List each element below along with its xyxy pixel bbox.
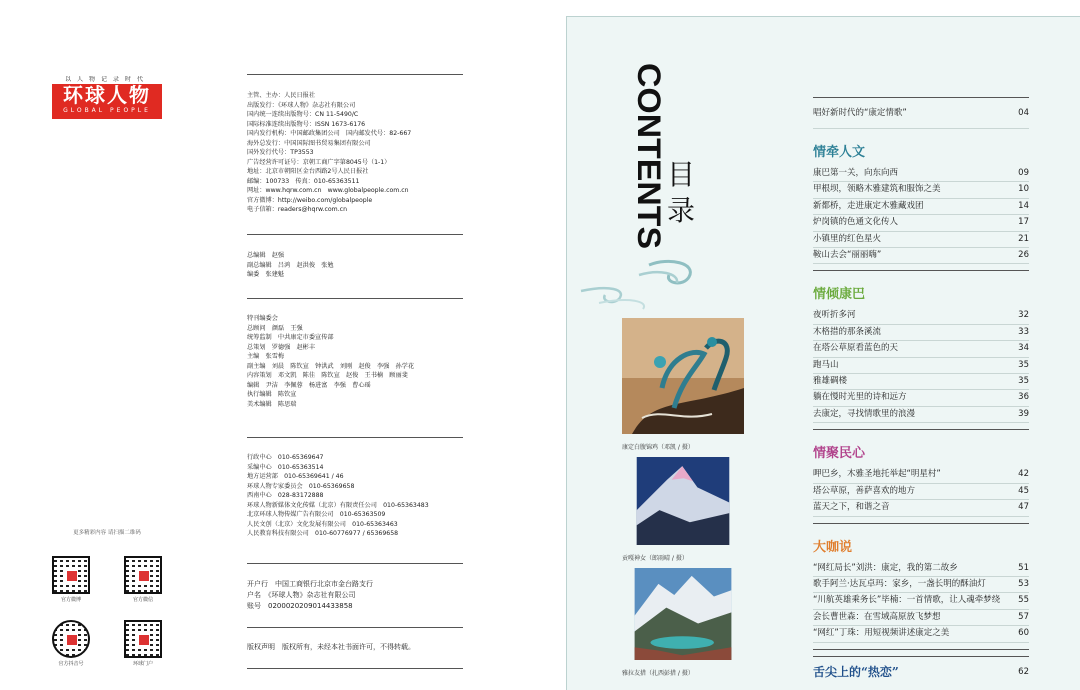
info-line: 国际标准连续出版物号：ISSN 1673-6176 xyxy=(247,120,366,128)
wechat-qr-code[interactable]: 官方微信 xyxy=(124,556,162,603)
toc-row[interactable] xyxy=(813,182,1029,198)
info-line: 主管、主办：人民日报社 xyxy=(247,92,316,99)
copyright-notice: 版权声明 版权所有，未经本社书面许可，不得转载。 xyxy=(247,643,415,651)
toc-row[interactable] xyxy=(813,374,1029,390)
info-line: 户名 《环球人物》杂志社有限公司 xyxy=(247,591,356,599)
photo-caption: 贡嘎神女（郎雨晴 / 摄） xyxy=(622,555,688,562)
info-line: 副总编辑 吕鸿 赵洪俊 张勉 xyxy=(247,261,334,269)
toc-row[interactable] xyxy=(813,341,1029,357)
info-line: 行政中心 010-65369647 xyxy=(247,454,324,461)
toc-section-title: 情聚民心 xyxy=(813,446,866,462)
divider xyxy=(247,668,463,669)
contents-title xyxy=(630,63,670,253)
toc-row-title: 跑马山 xyxy=(813,359,839,370)
photo-yala-lake xyxy=(622,568,744,677)
photo-mountain-image xyxy=(622,457,744,545)
toc-row-page: 51 xyxy=(1018,562,1029,573)
toc-row-title: 新都桥，走进康定木雅藏戏团 xyxy=(813,200,924,211)
toc-row[interactable] xyxy=(813,561,1029,577)
qr-note: 更多精彩内容 请扫描二维码 xyxy=(73,530,141,536)
info-line: 总策划 罗德强 赵彬丰 xyxy=(247,343,316,351)
info-line: 环球人物专家委员会 010-65369658 xyxy=(247,482,355,490)
cloud-swirl-ornament xyxy=(579,255,709,315)
toc-row[interactable] xyxy=(813,215,1029,231)
toc-row-title: “网红”丁珠：用短视频讲述康定之美 xyxy=(813,628,950,639)
toc-row[interactable] xyxy=(813,484,1029,500)
info-line: 环球人物新媒体文化传媒（北京）有限责任公司 010-65363483 xyxy=(247,501,429,509)
douyin-qr-code[interactable]: 官方抖音号 xyxy=(52,620,90,667)
toc-row-title: 甲根坝，领略木雅建筑和服饰之美 xyxy=(813,184,941,195)
info-line: 主编 张雪梅 xyxy=(247,353,285,360)
info-line: 地方运营部 010-65369641 / 46 xyxy=(247,473,344,480)
toc-row-page: 39 xyxy=(1018,408,1029,419)
photo-lake-image xyxy=(622,568,744,660)
info-line: 编委 张建魁 xyxy=(247,271,285,278)
info-line: 北京环球人物传媒广告有限公司 010-65363509 xyxy=(247,511,386,518)
weibo-qr-code[interactable]: 官方微博 xyxy=(52,556,90,603)
toc-row-page: 33 xyxy=(1018,326,1029,337)
info-line: 人民教育科技有限公司 010-60776977 / 65369658 xyxy=(247,530,399,537)
info-line: 开户行 中国工商银行北京市金台路支行 xyxy=(247,580,373,588)
divider xyxy=(247,627,463,628)
toc-row[interactable] xyxy=(813,390,1029,406)
toc-row-title: 歌手阿兰·达瓦卓玛：家乡，一盏长明的酥油灯 xyxy=(813,578,986,589)
photo-caption: 雅拉友措（扎西彭措 / 摄） xyxy=(622,670,694,677)
info-line: 国外发行代号：TP3553 xyxy=(247,149,314,156)
toc-row[interactable] xyxy=(813,325,1029,341)
divider xyxy=(247,437,463,438)
info-line: 官方微博：http://weibo.com/globalpeople xyxy=(247,196,373,204)
toc-row-title: 雅雄碉楼 xyxy=(813,376,848,387)
info-line: 广告经营许可证号：京朝工商广字第8045号（1-1） xyxy=(247,158,391,166)
bank-info xyxy=(247,579,463,612)
toc-row-title: 木格措的那条溪流 xyxy=(813,326,882,337)
info-line: 国内统一连续出版物号：CN 11-5490/C xyxy=(247,111,359,118)
section-divider xyxy=(813,649,1029,650)
logo-name: 环球人物 xyxy=(63,83,151,107)
toc-row-page: 21 xyxy=(1018,233,1029,244)
divider xyxy=(247,74,463,75)
contents-heading-cn: 目 录 xyxy=(667,158,696,227)
portal-qr-code[interactable]: 环球门户 xyxy=(124,620,162,667)
toc-row-title: 去康定，寻找情歌里的浪漫 xyxy=(813,408,916,419)
contents-heading-en xyxy=(630,63,670,253)
toc-row-page: 32 xyxy=(1018,310,1029,321)
info-line: 国内发行机构：中国邮政集团公司 国内邮发代号：82-667 xyxy=(247,130,412,137)
info-line: 编辑 尹洁 李佩蓉 杨进富 李强 曹心瑶 xyxy=(247,381,371,389)
toc-row[interactable] xyxy=(813,577,1029,593)
toc-row-title: 康巴第一关，向东向西 xyxy=(813,168,899,178)
divider xyxy=(247,234,463,235)
info-line: 统筹监制 中共康定市委宣传部 xyxy=(247,334,334,341)
toc-row-page: 34 xyxy=(1018,343,1029,354)
toc-row[interactable] xyxy=(813,500,1029,516)
global-people-logo xyxy=(52,76,162,120)
special-editorial-board xyxy=(247,314,463,409)
toc-row-page: 47 xyxy=(1018,502,1029,513)
toc-row-page: 10 xyxy=(1018,184,1029,195)
toc-row-page: 42 xyxy=(1018,469,1029,480)
toc-row-page: 53 xyxy=(1018,578,1029,589)
toc-row-final[interactable]: 舌尖上的“热恋” 62 xyxy=(813,656,1029,687)
info-line: 执行编辑 陈钦宣 xyxy=(247,391,297,398)
info-line: 网址：www.hqrw.com.cn www.globalpeople.com.cn xyxy=(247,187,409,194)
toc-row[interactable] xyxy=(813,232,1029,248)
info-line: 西南中心 028-83172888 xyxy=(247,492,324,499)
toc-row[interactable] xyxy=(813,407,1029,423)
toc-row-page: 35 xyxy=(1018,376,1029,387)
info-line: 人民文创（北京）文化发展有限公司 010-65363463 xyxy=(247,520,398,528)
toc-row-title: 会长曹世森：在雪域高原放飞梦想 xyxy=(813,611,941,622)
toc-row-page: 57 xyxy=(1018,611,1029,622)
toc-section-title: 大咖说 xyxy=(813,539,853,555)
photo-caption: 康定白腹锦鸡（邓凯 / 摄） xyxy=(622,444,694,451)
toc-row[interactable] xyxy=(813,166,1029,182)
toc-row[interactable] xyxy=(813,610,1029,626)
divider xyxy=(247,298,463,299)
toc-row-title: “川航英雄乘务长”毕楠：一首情歌，让人魂牵梦绕 xyxy=(813,595,1001,606)
toc-row-page: 17 xyxy=(1018,217,1029,228)
toc-row-page: 35 xyxy=(1018,359,1029,370)
photo-gongga-mountain xyxy=(622,457,744,562)
toc-row-title: 鞍山去会“丽丽嗨” xyxy=(813,250,882,261)
toc-row-title: 蓝天之下，和谐之音 xyxy=(813,502,890,513)
toc-row-page: 36 xyxy=(1018,392,1029,403)
section-divider xyxy=(813,523,1029,524)
info-line: 内容策划 邓文凯 陈佳 陈钦宣 赵俊 王书楠 顾丽斐 xyxy=(247,372,408,379)
section-divider xyxy=(813,429,1029,430)
toc-row-title: 塔公草原，善萨喜欢的地方 xyxy=(813,485,916,496)
divider xyxy=(247,563,463,564)
toc-row-title: 炉岗镇的色通文化传人 xyxy=(813,217,899,228)
editors-list xyxy=(247,251,463,280)
toc-row[interactable] xyxy=(813,626,1029,642)
toc-section-title: 情牵人文 xyxy=(813,145,866,160)
info-line: 海外总发行：中国国际图书贸易集团有限公司 xyxy=(247,139,371,147)
info-line: 邮编：100733 传真：010-65363511 xyxy=(247,177,360,185)
info-line: 副主编 刘晨 陈钦宣 钟洪武 刘刚 赵俊 李强 孙学花 xyxy=(247,362,415,370)
info-line: 采编中心 010-65363514 xyxy=(247,463,324,471)
photo-golden-pheasant xyxy=(622,318,744,451)
toc-row-page: 60 xyxy=(1018,628,1029,639)
contents-heading-en-text: CONTENTS xyxy=(631,63,667,239)
logo-tagline: 以人物记录时代 xyxy=(64,76,149,83)
logo-name-en: GLOBAL PEOPLE xyxy=(63,107,151,114)
toc-row-page: 09 xyxy=(1018,168,1029,178)
toc-section-title: 情倾康巴 xyxy=(813,287,866,303)
info-line: 总编辑 赵强 xyxy=(247,252,285,259)
info-line: 特刊编委会 xyxy=(247,315,278,322)
contents-page xyxy=(566,16,1080,690)
toc-row-page: 14 xyxy=(1018,200,1029,211)
toc-row-title: 在塔公草原看蓝色的天 xyxy=(813,343,899,354)
info-line: 总顾问 颜磊 王强 xyxy=(247,324,303,332)
toc-row-title: 小镇里的红色星火 xyxy=(813,233,882,244)
info-line: 账号 0200020209014433858 xyxy=(247,602,353,610)
toc-row[interactable] xyxy=(813,308,1029,324)
info-line: 出版发行：《环球人物》杂志社有限公司 xyxy=(247,101,356,109)
toc-row[interactable] xyxy=(813,467,1029,483)
toc-row-title: 躺在慢时光里的诗和远方 xyxy=(813,392,907,403)
toc-row-page: 26 xyxy=(1018,250,1029,261)
toc-row-title: “网红局长”刘洪：康定，我的第二故乡 xyxy=(813,562,958,573)
info-line: 地址：北京市朝阳区金台西路2号人民日报社 xyxy=(247,168,369,175)
toc-row[interactable] xyxy=(813,593,1029,609)
photo-pheasant-image xyxy=(622,318,744,434)
toc-row[interactable] xyxy=(813,248,1029,264)
info-line: 美术编辑 陈思瑞 xyxy=(247,400,297,408)
toc-row[interactable] xyxy=(813,199,1029,215)
info-line: 电子信箱：readers@hqrw.com.cn xyxy=(247,206,347,213)
section-divider xyxy=(813,270,1029,271)
toc-row-page: 55 xyxy=(1018,595,1029,606)
page-gutter xyxy=(558,0,566,690)
toc-row-title: 呷巴乡，木雅圣地托举起“明星村” xyxy=(813,469,941,480)
toc-row[interactable] xyxy=(813,358,1029,374)
toc-row-title: 夜听折多河 xyxy=(813,310,856,321)
toc-row-intro[interactable]: 唱好新时代的“康定情歌” 04 xyxy=(813,98,1029,129)
toc-row-page: 45 xyxy=(1018,485,1029,496)
contact-list xyxy=(247,453,463,539)
publication-info xyxy=(247,91,463,215)
table-of-contents xyxy=(813,97,1029,687)
